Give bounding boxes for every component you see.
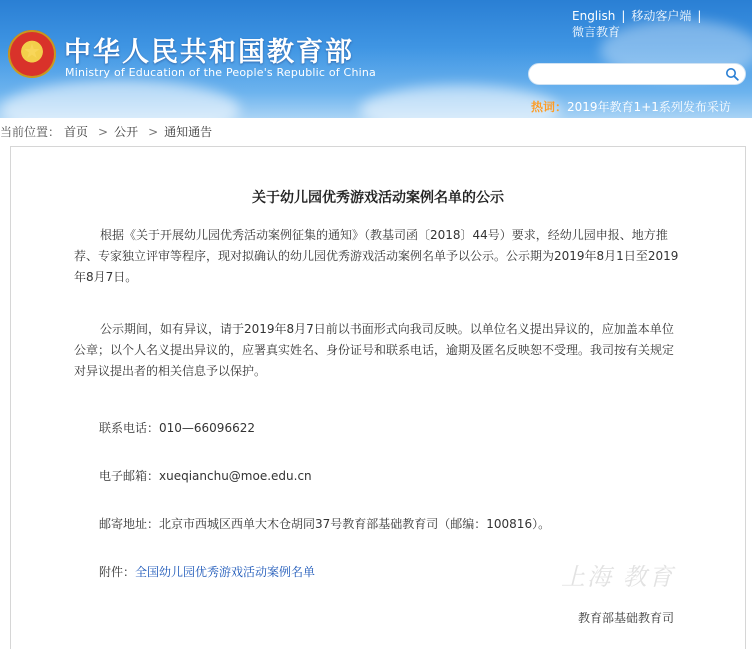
search-icon[interactable] [725,67,739,81]
paragraph-line: 对异议提出者的相关信息予以保护。 [74,364,267,378]
contact-email: 电子邮箱：xueqianchu@moe.edu.cn [99,469,312,483]
article-title: 关于幼儿园优秀游戏活动案例名单的公示 [252,190,504,206]
breadcrumb-notices[interactable]: 通知通告 [164,125,213,139]
english-link[interactable]: English [572,9,616,23]
watermark-logo: 上海 教育 [561,563,675,591]
search-input[interactable] [539,66,719,82]
cloud-decoration [360,85,560,118]
site-subtitle: Ministry of Education of the People's Republic of China [65,66,376,79]
hot-words-link[interactable]: 2019年教育1+1系列发布采访 [567,100,731,114]
paragraph-line: 年8月7日。 [74,270,138,284]
breadcrumb-prefix: 当前位置： [0,125,61,139]
hot-words [531,98,731,115]
paragraph-line: 公章；以个人名义提出异议的，应署真实姓名、身份证号和联系电话，逾期及匿名反映恕不受理。我司按有关规定 [74,343,675,357]
contact-phone: 联系电话：010—66096622 [99,421,255,435]
top-links [572,8,747,40]
attachment-line [99,563,315,580]
paragraph-line: 荐、专家独立评审等程序，现对拟确认的幼儿园优秀游戏活动案例名单予以公示。公示期为2019年8月1日至2019 [74,249,679,263]
site-header [0,0,752,118]
attachment-label: 附件： [99,565,136,579]
paragraph-line: 根据《关于开展幼儿园优秀活动案例征集的通知》（教基司函〔2018〕44号）要求，经幼儿园申报、地方推 [100,228,668,242]
article-signature: 教育部基础教育司 [578,611,675,625]
breadcrumb-public[interactable]: 公开 [114,125,139,139]
breadcrumb-arrow: > [148,125,159,139]
breadcrumb-home[interactable]: 首页 [64,125,89,139]
site-title[interactable]: 中华人民共和国教育部 [64,37,354,68]
hot-words-label: 热词： [531,100,568,114]
mailing-address: 邮寄地址：北京市西城区西单大木仓胡同37号教育部基础教育司（邮编：100816）。 [99,517,551,531]
cloud-decoration [0,80,240,118]
mobile-client-link[interactable]: 移动客户端 [631,9,692,23]
link-separator: | [697,9,702,23]
breadcrumb [0,122,752,144]
paragraph-line: 公示期间，如有异议，请于2019年8月7日前以书面形式向我司反映。以单位名义提出异议的，应加盖本单位 [100,322,674,336]
weibo-link[interactable]: 微言教育 [572,25,621,39]
article-container [10,146,746,649]
link-separator: | [621,9,626,23]
search-box [528,63,746,85]
breadcrumb-arrow: > [98,125,109,139]
article-paragraph-2 [74,319,699,382]
article-paragraph-1 [74,225,699,288]
national-emblem-icon [8,30,56,78]
attachment-link[interactable]: 全国幼儿园优秀游戏活动案例名单 [135,565,316,579]
